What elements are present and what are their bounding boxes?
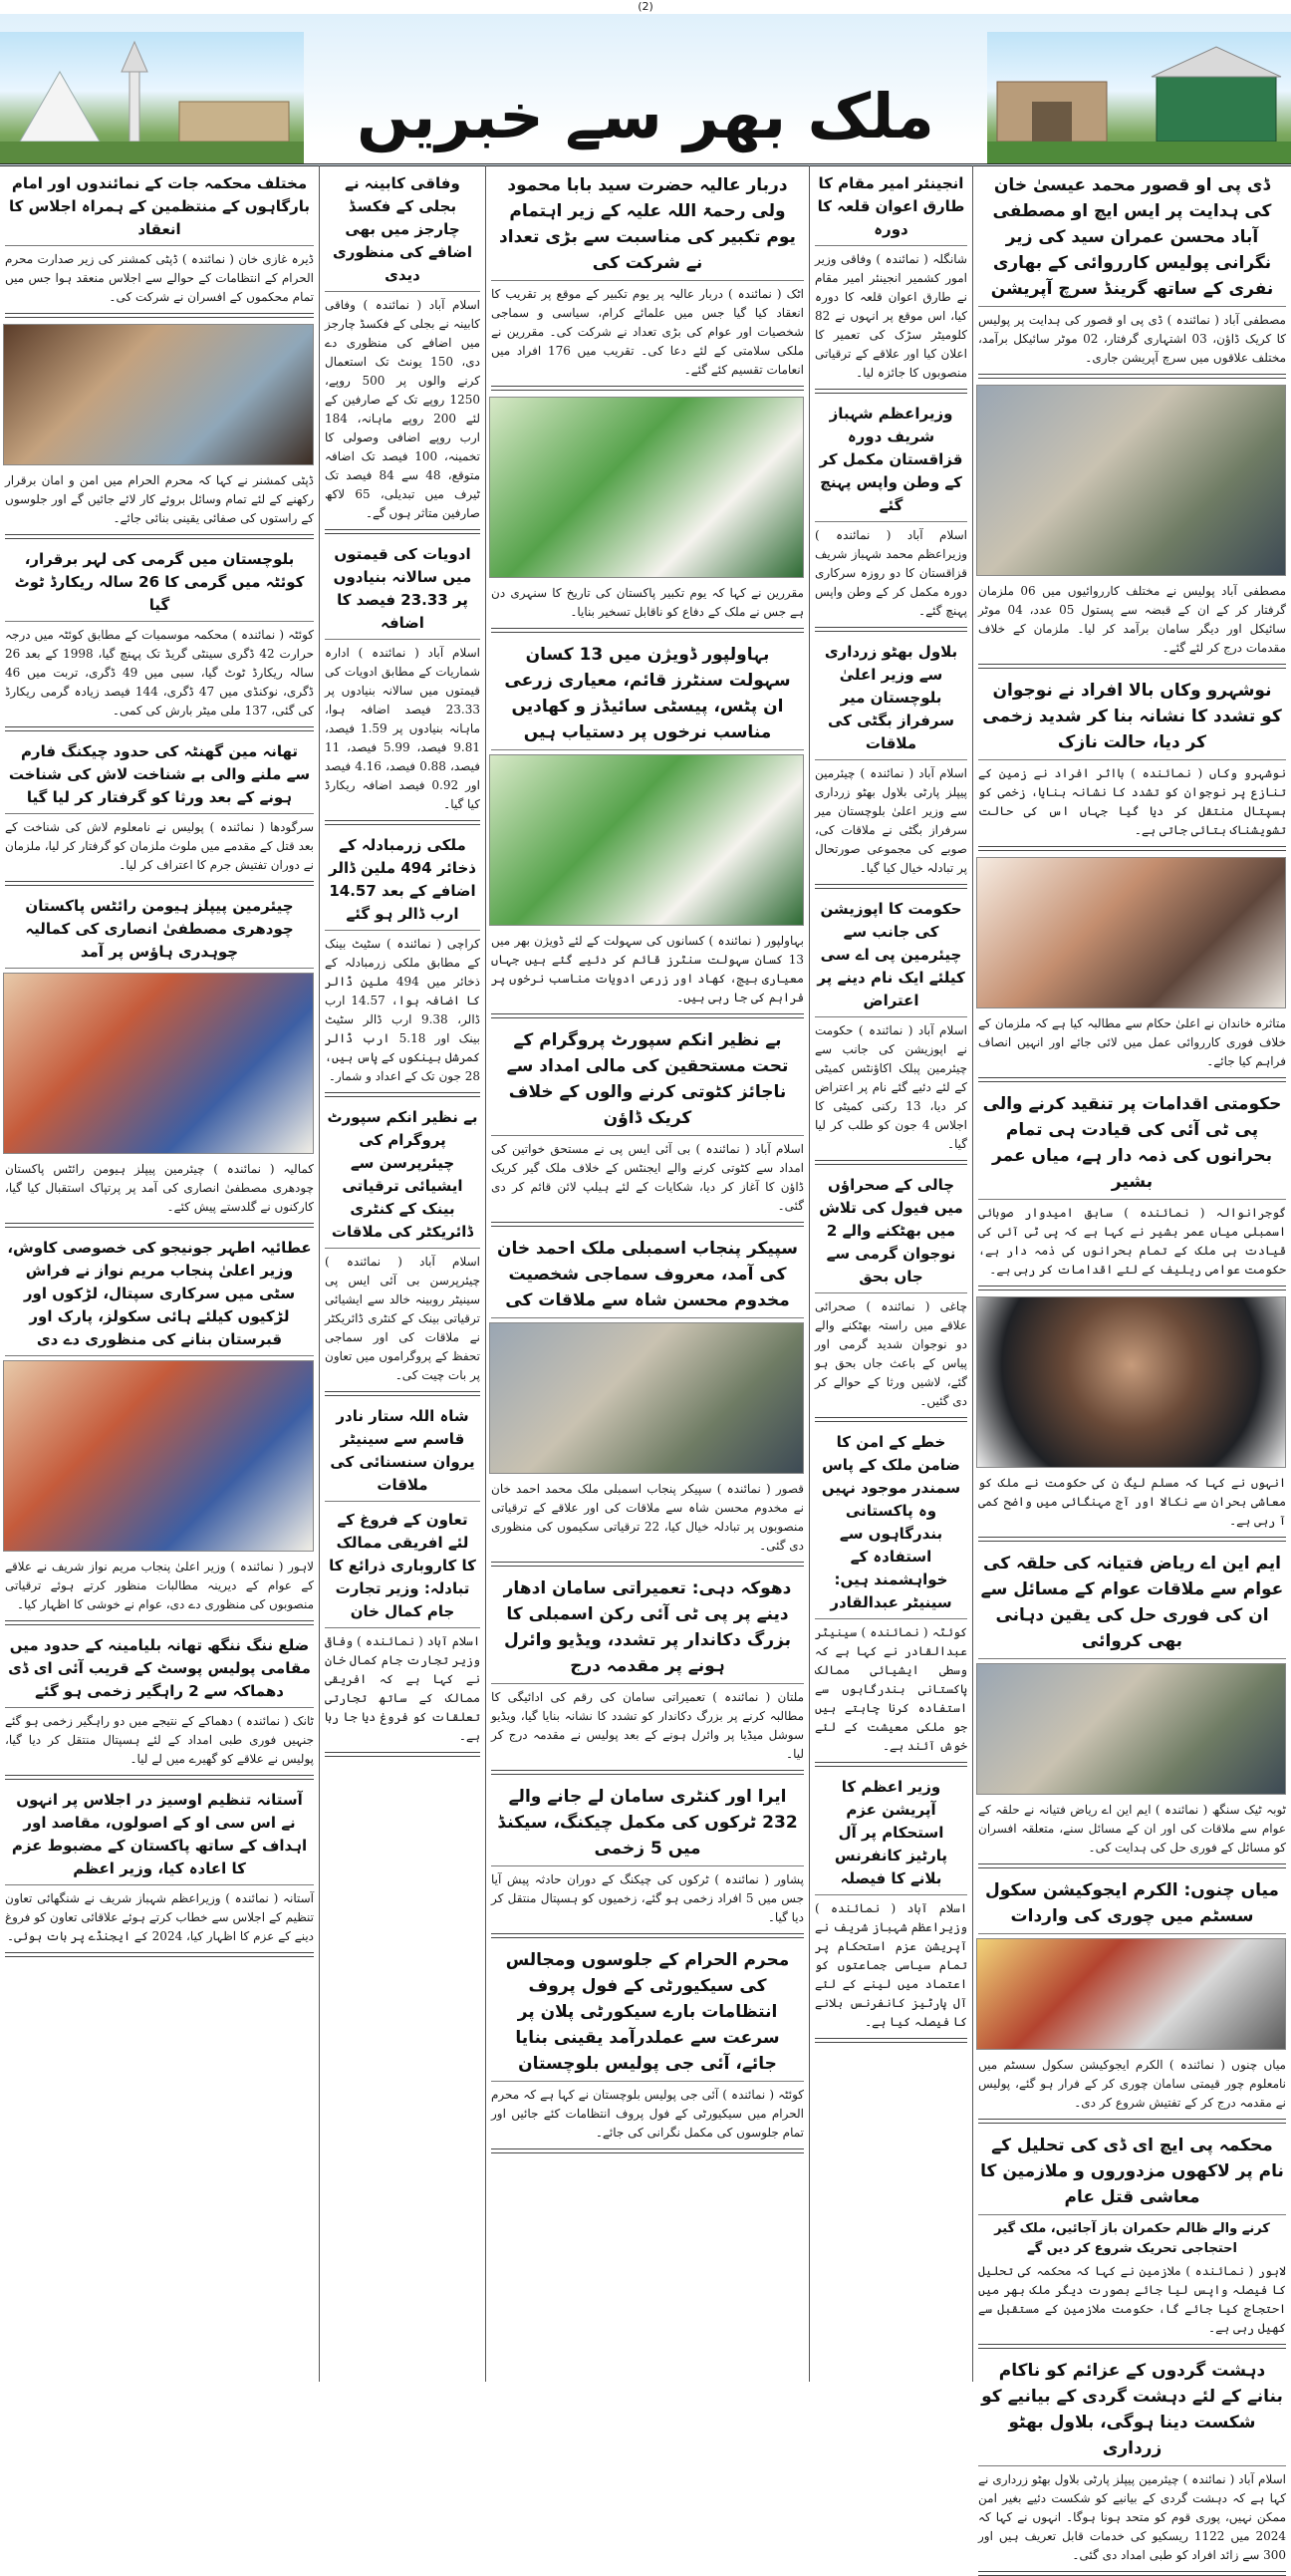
story-subheadline: کرنے والے ظالم حکمران باز آجائیں، ملک گیر احتجاجی تحریک شروع کر دیں گے: [994, 2221, 1270, 2256]
story-headline: چالی کے صحراؤں میں فیول کی تلاش میں بھٹکنے والے 2 نوجوان گرمی سے جاں بحق: [815, 1171, 967, 1293]
story-divider: [491, 1013, 804, 1018]
story-divider: [978, 1286, 1286, 1290]
story-body: سرگودھا ( نمائندہ ) پولیس نے نامعلوم لاش کی شناخت کے بعد قتل کے مقدمے میں ملوث ملزمان کو گرفتار کر لیا، ملزمان نے دوران تفتیش جرم کا اعتراف کر لیا۔: [5, 820, 314, 872]
story-body: کوئٹہ ( نمائندہ ) سینیٹر عبدالقادر نے کہا ہے کہ وسطی ایشیائی ممالک پاکستانی بندرگاہوں سے استفادہ کرنا چاہتے ہیں جو ملکی معیشت کے لئے خوش آئند ہے۔: [815, 1625, 967, 1753]
story-headline: وفاقی کابینہ نے بجلی کے فکسڈ چارجز میں بھی اضافے کی منظوری دیدی: [325, 169, 480, 292]
landmarks-banner-image: [0, 32, 304, 163]
story-body: اسلام آباد ( نمائندہ ) وفاقی وزیر تجارت جام کمال خان نے کہا ہے کہ افریقی ممالک کے ساتھ تجارتی تعلقات کو فروغ دیا جا رہا ہے۔: [325, 1634, 480, 1743]
story-divider: [325, 529, 480, 534]
story-headline: حکومتی اقدامات پر تنقید کرنے والی پی ٹی آئی کی قیادت ہی تمام بحرانوں کی ذمہ دار ہے، میاں عمر بشیر: [978, 1088, 1286, 1200]
story-divider: [978, 2344, 1286, 2349]
story-body: کوئٹہ ( نمائندہ ) آئی جی پولیس بلوچستان نے کہا ہے کہ محرم الحرام میں سیکیورٹی کے فول پروف انتظامات کئے جائیں اور تمام جلوسوں کی مکمل نگرانی کی جائے۔: [491, 2088, 804, 2140]
story-body: ٹوبہ ٹیک سنگھ ( نمائندہ ) ایم این اے ریاض فتیانہ نے حلقہ کے عوام سے ملاقات کی اور ان کے مسائل سنے، متعلقہ افسران کو مسائل کے فوری حل کی ہدایت کی۔: [978, 1803, 1286, 1855]
column-2: [809, 165, 972, 2382]
story-divider: [5, 726, 314, 731]
story-divider: [325, 1752, 480, 1757]
story-headline: محکمہ پی ایچ ای ڈی کی تحلیل کے نام پر لاکھوں مزدوروں و ملازمین کا معاشی قتل عام: [978, 2130, 1286, 2215]
story-headline: تھانہ مین گھنٹہ کی حدود چیکنگ فارم سے ملنے والی بے شناخت لاش کی شناخت ہونے کے بعد ورثا کو گرفتار کر لیا گیا: [5, 737, 314, 814]
story-divider: [491, 2148, 804, 2153]
story-divider: [978, 664, 1286, 669]
story-headline: دربار عالیہ حضرت سید بابا محمود ولی رحمۃ اللہ علیہ کے زیر اہتمام یوم تکبیر کی مناسبت سے بڑی تعداد نے شرکت کی: [491, 169, 804, 281]
story-headline: وزیر اعظم کا آپریشن عزم استحکام پر آل پارٹیز کانفرنس بلانے کا فیصلہ: [815, 1773, 967, 1895]
column-1: [972, 165, 1291, 2562]
story-headline: میاں چنوں: الکرم ایجوکیشن سکول سسٹم میں چوری کی واردات: [978, 1874, 1286, 1934]
story-headline: ادویات کی قیمتوں میں سالانہ بنیادوں پر 23.33 فیصد کا اضافہ: [325, 540, 480, 640]
story-headline: بے نظیر انکم سپورٹ پروگرام کی چیئرپرسن سے ایشیائی ترقیاتی بینک کے کنٹری ڈائریکٹر کی ملاقات: [325, 1103, 480, 1249]
cm-punjab-photo: [3, 1360, 314, 1552]
story-body: لاہور ( نمائندہ ) وزیر اعلیٰ پنجاب مریم نواز شریف نے علاقے کے عوام کے دیرینہ مطالبات منظور کرتے ہوئے ترقیاتی منصوبوں کی منظوری دے دی، عوام نے خوشی کا اظہار کیا۔: [5, 1560, 314, 1611]
story-body: اسلام آباد ( نمائندہ ) چیئرمین پیپلز پارٹی بلاول بھٹو زرداری نے کہا ہے کہ دہشت گردی کے بیانیے کو شکست دئیے بغیر امن ممکن نہیں، پوری قوم کو متحد ہونا ہوگا۔ انہوں نے کہا کہ 2024 میں 1122 ریسکیو کی خدمات قابل تعریف ہیں اور 300 سے زائد افراد کو طبی امداد دی گئی۔: [978, 2472, 1287, 2562]
story-divider: [325, 820, 480, 825]
story-body: متاثرہ خاندان نے اعلیٰ حکام سے مطالبہ کیا ہے کہ ملزمان کے خلاف فوری کارروائی عمل میں لائی جائے اور انہیں انصاف فراہم کیا جائے۔: [978, 1016, 1286, 1068]
story-divider: [978, 2571, 1286, 2576]
masthead-title: ملک بھر سے خبریں: [357, 80, 934, 152]
mna-meeting-photo: [976, 1663, 1286, 1795]
story-divider: [5, 881, 314, 886]
story-body: بہاولپور ( نمائندہ ) کسانوں کی سہولت کے لئے ڈویژن بھر میں 13 کسان سہولت سنٹرز قائم کر دئیے گئے ہیں جہاں معیاری بیج، کھاد اور زرعی ادویات مناسب نرخوں پر فراہم کی جا رہی ہیں۔: [491, 934, 804, 1004]
story-headline: بے نظیر انکم سپورٹ پروگرام کے تحت مستحقین کی مالی امداد سے ناجائز کٹوتی کرنے والوں کے خلاف کریک ڈاؤن: [491, 1024, 804, 1136]
story-body: اسلام آباد ( نمائندہ ) چیئرمین پیپلز پارٹی بلاول بھٹو زرداری سے وزیر اعلیٰ بلوچستان میر سرفراز بگٹی نے ملاقات کی، صوبے کی مجموعی صورتحال پر تبادلہ خیال کیا گیا۔: [815, 766, 967, 875]
story-divider: [5, 1223, 314, 1228]
story-divider: [978, 1077, 1286, 1082]
story-body: لاہور ( نمائندہ ) ملازمین نے کہا کہ محکمہ کی تحلیل کا فیصلہ واپس لیا جائے بصورت دیگر ملک بھر میں احتجاج کیا جائے گا، حکومت ملازمین کے مستقبل سے کھیل رہی ہے۔: [978, 2264, 1286, 2335]
story-headline: عطائیہ اطہر جونیجو کی خصوصی کاوش، وزیر اعلیٰ پنجاب مریم نواز نے فراش سٹی میں سرکاری سپتال، لڑکوں اور لڑکیوں کیلئے ہائی سکولز، پارک اور قبرستان بنانے کی منظوری دے دی: [5, 1234, 314, 1356]
story-divider: [5, 534, 314, 539]
youm-e-takbeer-event-photo: [489, 397, 804, 578]
column-3: [485, 165, 809, 2382]
story-headline: سپیکر پنجاب اسمبلی ملک احمد خان کی آمد، معروف سماجی شخصیت مخدوم محسن شاہ سے ملاقات کی: [491, 1233, 804, 1318]
story-headline: محرم الحرام کے جلوسوں ومجالس کی سیکیورٹی کے فول پروف انتظامات بارے سیکورٹی پلان پر سرعت سے عملدرآمد یقینی بنایا جائے، آئی جی پولیس بلوچستان: [491, 1944, 804, 2082]
story-headline: چیئرمین پیپلز ہیومن رائٹس پاکستان چودھری مصطفیٰ انصاری کی کمالیہ چوہدری ہاؤس پر آمد: [5, 892, 314, 969]
story-divider: [491, 1933, 804, 1938]
story-headline: بلاول بھٹو زرداری سے وزیر اعلیٰ بلوچستان میر سرفراز بگٹی کی ملاقات: [815, 638, 967, 760]
story-divider: [5, 313, 314, 318]
story-divider: [5, 1775, 314, 1780]
story-divider: [815, 627, 967, 632]
masthead: [0, 14, 1291, 166]
police-recovered-items-photo: [976, 385, 1286, 576]
story-body: ملتان ( نمائندہ ) تعمیراتی سامان کی رقم کی ادائیگی کا مطالبہ کرنے پر بزرگ دکاندار کو تشدد کا نشانہ بنایا گیا، ویڈیو سوشل میڈیا پر وائرل ہونے کے بعد پولیس نے مقدمہ درج کر لیا۔: [491, 1690, 804, 1761]
deputy-commissioner-meeting-photo: [3, 324, 314, 465]
story-divider: [978, 846, 1286, 851]
story-body: آستانہ ( نمائندہ ) وزیراعظم شہباز شریف نے شنگھائی تعاون تنظیم کے اجلاس سے خطاب کرتے ہوئے علاقائی تعاون کو فروغ دینے کے عزم کا اظہار کیا، 2024 کے ایجنڈے پر بات ہوئی۔: [5, 1891, 314, 1943]
story-divider: [815, 1762, 967, 1767]
story-divider: [978, 2119, 1286, 2124]
kisan-center-photo: [489, 754, 804, 926]
story-body: نوشہرو وکاں ( نمائندہ ) بااثر افراد نے زمین کے تنازع پر نوجوان کو تشدد کا نشانہ بنایا، زخمی کو ہسپتال منتقل کر دیا گیا جہاں اس کی حالت تشویشناک بتائی جاتی ہے۔: [978, 766, 1286, 837]
story-headline: ڈی پی او قصور محمد عیسیٰ خان کی ہدایت پر ایس ایچ او مصطفی آباد محسن عمران سید کی زیر نگرانی پولیس کارروائی کے بھاری نفری کے ساتھ گرینڈ سرچ آپریشن: [978, 169, 1286, 307]
story-headline: مختلف محکمہ جات کے نمائندوں اور امام بارگاہوں کے منتظمین کے ہمراہ اجلاس کا انعقاد: [5, 169, 314, 246]
story-body: اسلام آباد ( نمائندہ ) بی آئی ایس پی نے مستحق خواتین کی امداد سے کٹوتی کرنے والے ایجنٹس کے خلاف ملک گیر کریک ڈاؤن کا آغاز کر دیا، شکایات کے لئے ہیلپ لائن قائم کر دی گئی۔: [491, 1142, 804, 1213]
story-headline: تعاون کے فروغ کے لئے افریقی ممالک کا کاروباری ذرائع کا تبادلہ: وزیر تجارت جام کمال خان: [325, 1506, 480, 1628]
chairman-visit-photo: [3, 973, 314, 1154]
story-body: انہوں نے کہا کہ مسلم لیگ ن کی حکومت نے ملک کو معاشی بحران سے نکالا اور آج مہنگائی میں واضح کمی آ رہی ہے۔: [978, 1476, 1286, 1528]
story-headline: ملکی زرمبادلہ کے ذخائر 494 ملین ڈالر اضافے کے بعد 14.57 ارب ڈالر ہو گئے: [325, 831, 480, 931]
story-divider: [325, 1092, 480, 1097]
story-divider: [325, 1391, 480, 1396]
story-body: شانگلہ ( نمائندہ ) وفاقی وزیر امور کشمیر انجینئر امیر مقام نے طارق اعوان قلعہ کا دورہ کیا، اس موقع پر انہوں نے 82 کلومیٹر سڑک کی تعمیر کا اعلان کیا اور علاقے کے ترقیاتی منصوبوں کا جائزہ لیا۔: [815, 252, 967, 380]
story-divider: [815, 389, 967, 394]
story-body: اٹک ( نمائندہ ) دربار عالیہ پر یوم تکبیر کے موقع پر تقریب کا انعقاد کیا گیا جس میں علمائے کرام، سیاسی و سماجی شخصیات اور عوام کی بڑی تعداد نے شرکت کی۔ مقررین نے ملکی سلامتی کے لئے دعا کی۔ تقریب میں 176 افراد میں انعامات تقسیم کئے گئے۔: [491, 287, 805, 377]
story-body: کراچی ( نمائندہ ) سٹیٹ بینک کے مطابق ملکی زرمبادلہ کے ذخائر میں 494 ملین ڈالر کا اضافہ ہوا، 14.57 ارب ڈالر، 9.38 ارب ڈالر سٹیٹ بینک اور 5.18 ارب ڈالر کمرشل بینکوں کے پاس ہیں، 28 جون تک کے اعداد و شمار۔: [325, 937, 480, 1083]
story-divider: [491, 386, 804, 391]
story-divider: [491, 1562, 804, 1567]
story-divider: [491, 628, 804, 633]
story-headline: بہاولپور ڈویژن میں 13 کسان سہولت سنٹرز قائم، معیاری زرعی ان پٹس، پیسٹی سائیڈز و کھادیں مناسب نرخوں پر دستیاب ہیں: [491, 639, 804, 750]
story-divider: [815, 2038, 967, 2043]
story-body: اسلام آباد ( نمائندہ ) حکومت نے اپوزیشن کی جانب سے چیئرمین پبلک اکاؤنٹس کمیٹی کے لئے دئیے گئے نام پر اعتراض کر دیا، 13 رکنی کمیٹی کا اجلاس 4 جون کو طلب کر لیا گیا۔: [815, 1023, 967, 1151]
story-divider: [815, 1417, 967, 1422]
injured-youth-photo: [976, 857, 1286, 1008]
story-body: اسلام آباد ( نمائندہ ) چیئرپرسن بی آئی ایس پی سینیٹر روبینہ خالد سے ایشیائی ترقیاتی بینک کے کنٹری ڈائریکٹر نے ملاقات کی اور سماجی تحفظ کے پروگراموں میں تعاون پر بات چیت کی۔: [325, 1255, 480, 1382]
story-body: اسلام آباد ( نمائندہ ) ادارہ شماریات کے مطابق ادویات کی قیمتوں میں سالانہ بنیادوں پر 23.33 فیصد اضافہ ہوا، ماہانہ بنیادوں پر 1.59 فیصد، 9.81 فیصد، 5.99 فیصد، 11 فیصد، 0.88 فیصد، 4.16 فیصد اور 0.92 فیصد اضافہ ریکارڈ کیا گیا۔: [325, 646, 480, 811]
story-body: قصور ( نمائندہ ) سپیکر پنجاب اسمبلی ملک محمد احمد خان نے مخدوم محسن شاہ سے ملاقات کی اور علاقے کے ترقیاتی منصوبوں پر تبادلہ خیال کیا، 22 ترقیاتی سکیموں کی منظوری دی گئی۔: [491, 1482, 804, 1553]
story-headline: ایم این اے ریاض فتیانہ کی حلقہ کی عوام سے ملاقات عوام کے مسائل سے ان کی فوری حل کی یقین دہانی بھی کروائی: [978, 1548, 1286, 1659]
story-headline: شاہ اللہ ستار نادر قاسم سے سینیٹر یروان سنسنائی کی ملاقات: [325, 1402, 480, 1502]
story-headline: دہشت گردوں کے عزائم کو ناکام بنانے کے لئے دہشت گردی کے بیانیے کو شکست دینا ہوگی، بلاول بھٹو زرداری: [978, 2355, 1286, 2466]
story-headline: دھوکہ دہی: تعمیراتی سامان ادھار دینے پر پی ٹی آئی رکن اسمبلی کا بزرگ دکاندار پر تشدد، ویڈیو وائرل ہونے پر مقدمہ درج: [491, 1573, 804, 1684]
story-body: پشاور ( نمائندہ ) ٹرکوں کی چیکنگ کے دوران حادثہ پیش آیا جس میں 5 افراد زخمی ہو گئے، زخمیوں کو ہسپتال منتقل کر دیا گیا۔: [491, 1872, 805, 1924]
story-divider: [491, 1222, 804, 1227]
speaker-meeting-photo: [489, 1322, 804, 1474]
story-headline: ضلع ننگ ننگھ تھانہ بلیامینہ کے حدود میں مقامی پولیس پوسٹ کے قریب آئی ای ڈی دھماکہ سے 2 راہگیر زخمی ہو گئے: [5, 1631, 314, 1708]
story-headline: وزیراعظم شہباز شریف دورہ قزاقستان مکمل کر کے وطن واپس پہنچ گئے: [815, 400, 967, 522]
story-divider: [978, 1537, 1286, 1542]
story-body: مقررین نے کہا کہ یوم تکبیر پاکستان کی تاریخ کا سنہری دن ہے جس نے ملک کے دفاع کو ناقابل تسخیر بنایا۔: [491, 586, 804, 619]
story-headline: خطے کے امن کا ضامن ملک کے پاس سمندر موجود نہیں وہ پاکستانی بندرگاہوں سے استفادہ کے خواہشمند ہیں: سینیٹر عبدالقادر: [815, 1428, 967, 1619]
story-body: مصطفی آباد ( نمائندہ ) ڈی پی او قصور کی ہدایت پر پولیس کا کریک ڈاؤن، 03 اشتہاری گرفتار، 02 موٹر سائیکل برآمد، مختلف علاقوں میں سرچ آپریشن جاری۔: [978, 313, 1287, 365]
story-headline: ایرا اور کنٹری سامان لے جانے والے 232 ٹرکوں کی مکمل چیکنگ، سیکنڈ میں 5 زخمی: [491, 1781, 804, 1866]
story-body: ڈپٹی کمشنر نے کہا کہ محرم الحرام میں امن و امان برقرار رکھنے کے لئے تمام وسائل بروئے کار لائے جائیں گے اور جلوسوں کے راستوں کی صفائی یقینی بنائی جائے۔: [5, 473, 315, 525]
story-headline: حکومت کا اپوزیشن کی جانب سے چیئرمین پی اے سی کیلئے ایک نام دینے پر اعتراض: [815, 895, 967, 1017]
story-body: کوئٹہ ( نمائندہ ) محکمہ موسمیات کے مطابق کوئٹہ میں درجہ حرارت 42 ڈگری سینٹی گریڈ تک پہنچ گیا، 1998 کے بعد 26 سالہ ریکارڈ ٹوٹ گیا، سبی میں 49 ڈگری، تربت میں 46 ڈگری، نوکنڈی میں 47 ڈگری، 144 فیصد زیادہ گرمی ریکارڈ کی گئی، 137 ملی میٹر بارش کی کمی۔: [5, 628, 315, 717]
story-divider: [491, 1770, 804, 1775]
story-body: چاغی ( نمائندہ ) صحرائی علاقے میں راستہ بھٹکنے والے دو نوجوان شدید گرمی اور پیاس کے باعث جاں بحق ہو گئے، لاشیں ورثا کے حوالے کر دی گئیں۔: [815, 1299, 967, 1408]
story-body: کمالیہ ( نمائندہ ) چیئرمین پیپلز ہیومن رائٹس پاکستان چودھری مصطفیٰ انصاری کی آمد پر پرتپاک استقبال کیا گیا، کارکنوں نے گلدستے پیش کئے۔: [5, 1162, 314, 1214]
story-headline: انجینئر امیر مقام کا طارق اعوان قلعہ کا دورہ: [815, 169, 967, 246]
story-body: اسلام آباد ( نمائندہ ) وفاقی کابینہ نے بجلی کے فکسڈ چارجز میں اضافے کی منظوری دے دی، 150 یونٹ تک استعمال کرنے والوں پر 500 روپے، 1250 روپے تک کے صارفین کے لئے 200 روپے ماہانہ، 184 ارب روپے اضافی وصولی کا تخمینہ، 100 فیصد تک اضافہ متوقع، 48 سے 84 فیصد تک ٹیرف میں تبدیلی، 65 لاکھ صارفین متاثر ہوں گے۔: [325, 298, 481, 520]
story-divider: [815, 1160, 967, 1165]
column-5: [0, 165, 319, 2382]
story-body: ٹانک ( نمائندہ ) دھماکے کے نتیجے میں دو راہگیر زخمی ہو گئے جنہیں فوری طبی امداد کے لئے ہسپتال منتقل کر دیا گیا، پولیس نے علاقے کو گھیرے میں لے لیا۔: [5, 1714, 314, 1766]
khyber-gate-illustration: [987, 32, 1291, 163]
story-body: میاں چنوں ( نمائندہ ) الکرم ایجوکیشن سکول سسٹم میں نامعلوم چور قیمتی سامان چوری کر کے فرار ہو گئے، پولیس نے مقدمہ درج کر کے تفتیش شروع کر دی۔: [978, 2058, 1286, 2110]
mian-umar-bashir-portrait: [976, 1296, 1286, 1468]
story-body: مصطفی آباد پولیس نے مختلف کارروائیوں میں 06 ملزمان گرفتار کر کے ان کے قبضہ سے پستول 05 عدد، 04 موٹر سائیکل اور دیگر سامان برآمد کر لیا۔ ملزمان کے خلاف مقدمات درج کر لئے گئے۔: [978, 584, 1287, 655]
story-body: گوجرانوالہ ( نمائندہ ) سابق امیدوار صوبائی اسمبلی میاں عمر بشیر نے کہا ہے کہ پی ٹی آئی کی قیادت ہی ملک کے تمام بحرانوں کی ذمہ دار ہے، حکومت عوامی ریلیف کے لئے اقدامات کر رہی ہے۔: [978, 1206, 1286, 1277]
school-theft-photo: [976, 1938, 1286, 2050]
story-divider: [978, 1863, 1286, 1868]
story-divider: [5, 1620, 314, 1625]
column-4: [319, 165, 485, 2382]
story-divider: [5, 1952, 314, 1957]
page-number: (2): [638, 0, 653, 13]
story-headline: آستانہ تنظیم اوسیز در اجلاس پر انہوں نے اس سی او کے اصولوں، مقاصد اور اہداف کے ساتھ پاکستان کے مضبوط عزم کا اعادہ کیا، وزیر اعظم: [5, 1786, 314, 1885]
story-divider: [815, 884, 967, 889]
landmarks-illustration: [0, 32, 304, 163]
khyber-banner-image: [987, 32, 1291, 163]
story-headline: نوشہرو وکاں بالا افراد نے نوجوان کو تشدد کا نشانہ بنا کر شدید زخمی کر دیا، حالت نازک: [978, 675, 1286, 760]
story-body: ڈیرہ غازی خان ( نمائندہ ) ڈپٹی کمشنر کی زیر صدارت محرم الحرام کے انتظامات کے حوالے سے اجلاس منعقد ہوا جس میں تمام محکموں کے افسران نے شرکت کی۔: [5, 252, 314, 304]
story-body: اسلام آباد ( نمائندہ ) وزیراعظم محمد شہباز شریف قزاقستان کا دو روزہ سرکاری دورہ مکمل کر کے وطن واپس پہنچ گئے۔: [815, 528, 967, 618]
story-body: اسلام آباد ( نمائندہ ) وزیراعظم شہباز شریف نے آپریشن عزم استحکام پر تمام سیاسی جماعتوں کو اعتماد میں لینے کے لئے آل پارٹیز کانفرنس بلانے کا فیصلہ کیا ہے۔: [815, 1901, 967, 2029]
story-divider: [978, 374, 1286, 379]
story-headline: بلوچستان میں گرمی کی لہر برقرار، کوئٹہ میں گرمی کا 26 سالہ ریکارڈ ٹوٹ گیا: [5, 545, 314, 622]
